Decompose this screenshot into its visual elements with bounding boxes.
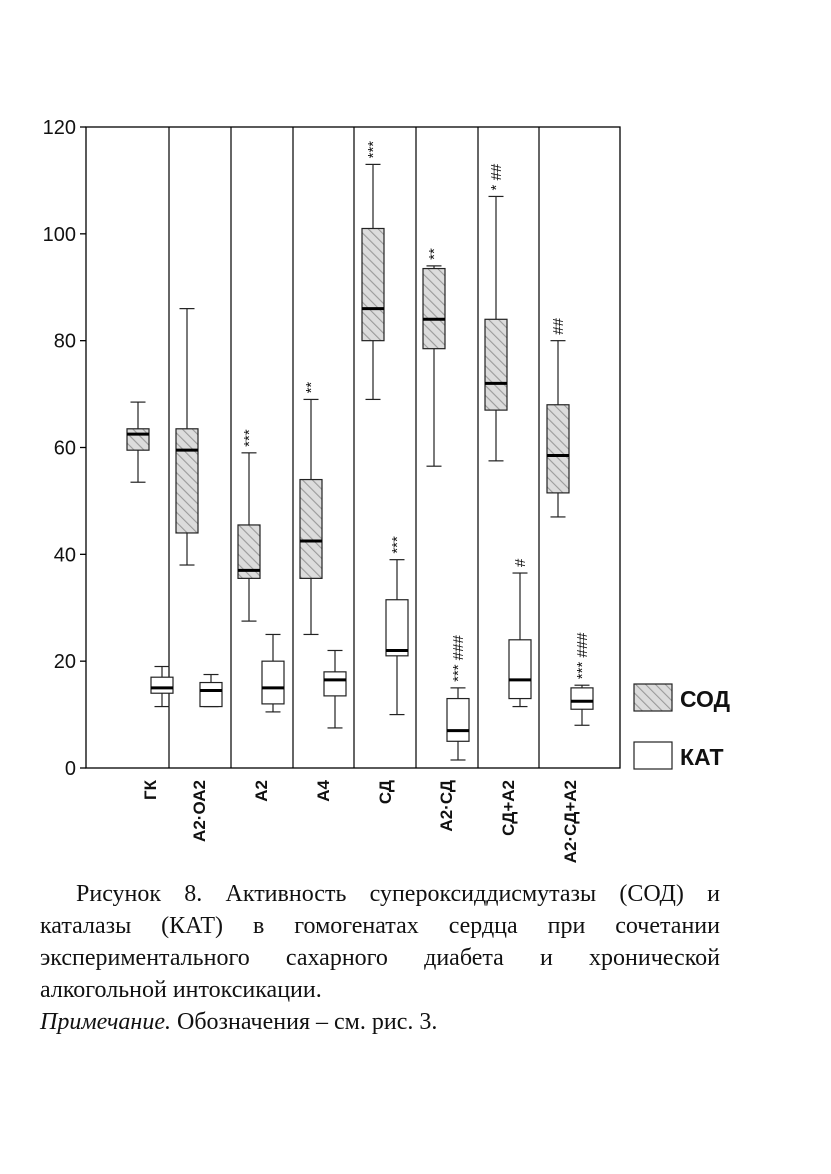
kat-annotation-5: *** — [389, 536, 406, 554]
y-tick-label-120: 120 — [42, 117, 76, 139]
kat-iqr-box-2 — [200, 683, 222, 707]
sod-box-5 — [362, 141, 384, 400]
y-tick-label-40: 40 — [53, 544, 76, 567]
note-text: Обозначения – см. рис. 3. — [171, 1009, 438, 1035]
y-tick-label-100: 100 — [42, 223, 76, 246]
kat-annotation-6: *** ### — [450, 635, 467, 682]
kat-iqr-box-1 — [151, 677, 173, 693]
kat-iqr-box-7 — [509, 640, 531, 699]
sod-box-7 — [485, 163, 507, 461]
kat-box-7 — [509, 558, 531, 707]
legend — [634, 684, 730, 770]
x-tick-label-3: А2 — [252, 780, 271, 802]
box-series — [127, 141, 593, 760]
kat-iqr-box-4 — [324, 672, 346, 696]
sod-box-1 — [127, 402, 149, 482]
caption-note — [40, 1006, 720, 1038]
kat-iqr-box-8 — [571, 688, 593, 709]
kat-iqr-box-6 — [447, 699, 469, 742]
sod-iqr-box-1 — [127, 429, 149, 450]
sod-box-6 — [423, 248, 445, 466]
legend-label-kat: КАТ — [680, 744, 724, 770]
legend-swatch-sod — [634, 684, 672, 711]
y-tick-label-60: 60 — [53, 437, 76, 460]
y-tick-label-0: 0 — [64, 758, 76, 780]
x-tick-label-1: ГК — [141, 780, 160, 801]
x-tick-label-7: СД+А2 — [499, 780, 518, 836]
sod-iqr-box-8 — [547, 405, 569, 493]
sod-box-8 — [547, 317, 569, 517]
kat-iqr-box-5 — [386, 600, 408, 656]
sod-iqr-box-2 — [176, 429, 198, 533]
kat-box-5 — [386, 536, 408, 715]
plot-border — [86, 127, 620, 768]
sod-annotation-4: ** — [303, 381, 320, 394]
kat-annotation-7: # — [512, 558, 529, 568]
x-tick-label-4: А4 — [314, 780, 333, 802]
caption-text: Рисунок 8. Активность супероксиддисмутазы (СОД) и каталазы (КАТ) в гомогенатах сердца при сочетании экспериментального сахарного диабета и хронической алкогольной интоксикации. — [40, 881, 720, 1003]
sod-box-2 — [176, 309, 198, 565]
x-tick-label-5: СД — [376, 780, 395, 805]
kat-annotation-8: *** ### — [574, 632, 591, 680]
kat-box-8 — [571, 632, 593, 725]
kat-box-2 — [200, 675, 222, 707]
legend-label-sod: СОД — [680, 686, 731, 712]
plot-frame — [86, 127, 620, 768]
y-axis — [43, 117, 86, 780]
sod-annotation-3: *** — [241, 429, 258, 447]
x-axis — [141, 779, 580, 863]
figure-caption — [40, 878, 720, 1038]
legend-swatch-kat — [634, 742, 672, 769]
sod-iqr-box-4 — [300, 480, 322, 579]
y-tick-label-20: 20 — [53, 651, 76, 674]
x-tick-label-8: А2·СД+А2 — [561, 780, 580, 864]
kat-box-6 — [447, 635, 469, 760]
y-tick-label-80: 80 — [53, 330, 76, 353]
sod-iqr-box-7 — [485, 319, 507, 410]
sod-annotation-5: *** — [365, 140, 382, 159]
sod-iqr-box-6 — [423, 269, 445, 349]
kat-box-1 — [151, 667, 173, 707]
sod-box-3 — [238, 429, 260, 621]
note-label: Примечание. — [40, 1009, 171, 1035]
sod-box-4 — [300, 382, 322, 635]
sod-annotation-8: ## — [550, 317, 567, 335]
sod-annotation-6: ** — [426, 248, 443, 260]
sod-iqr-box-5 — [362, 228, 384, 340]
kat-box-3 — [262, 634, 284, 711]
kat-box-4 — [324, 650, 346, 727]
x-tick-label-6: А2·СД — [437, 780, 456, 832]
kat-iqr-box-3 — [262, 661, 284, 704]
x-tick-label-2: А2·ОА2 — [190, 780, 209, 842]
sod-annotation-7: * ## — [488, 163, 505, 191]
